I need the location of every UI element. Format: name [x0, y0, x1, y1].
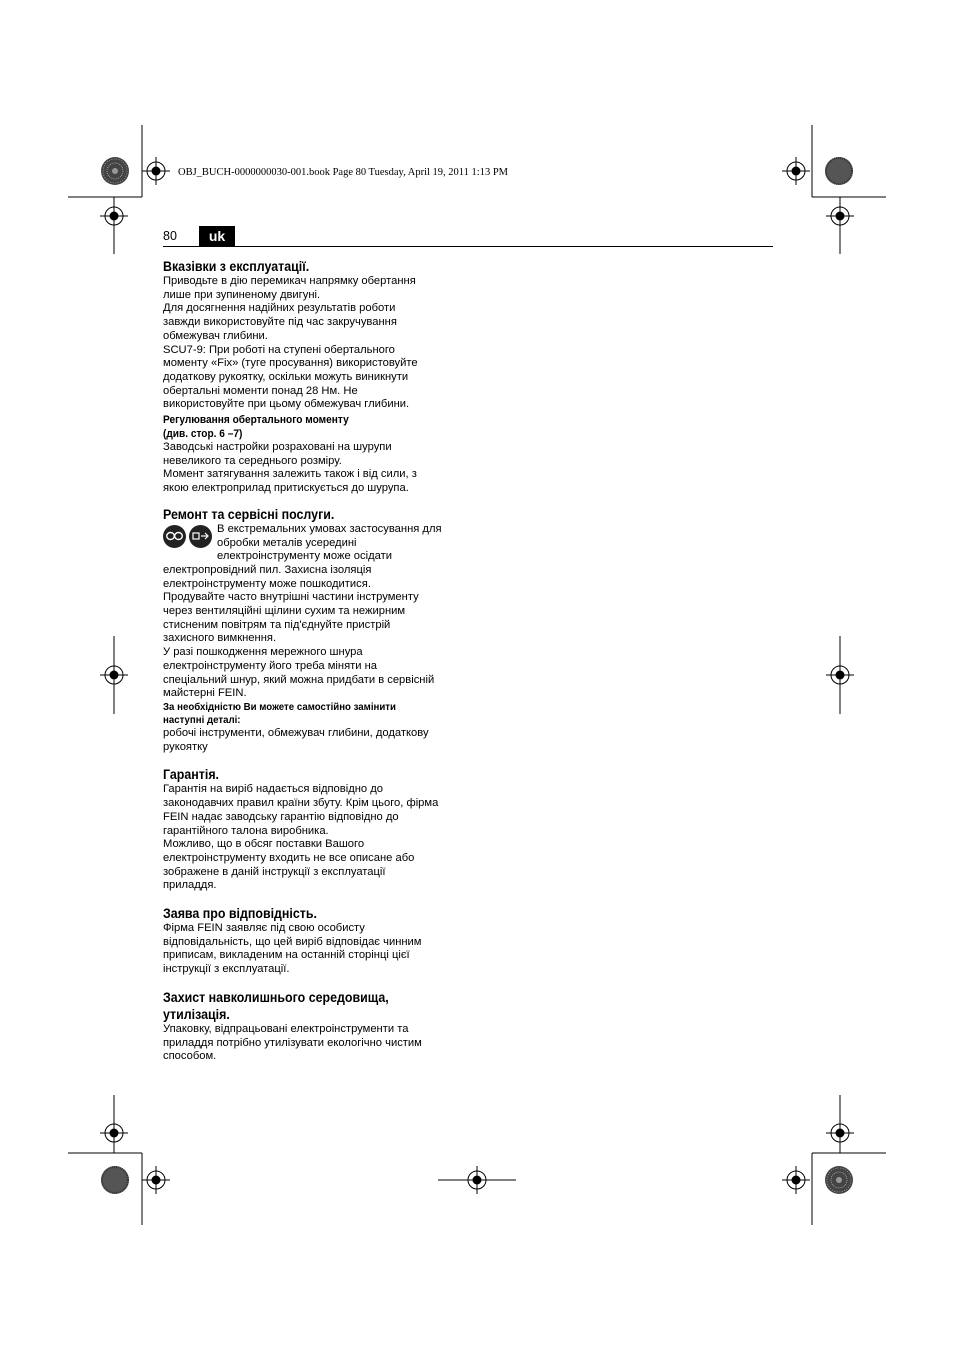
paragraph: Можливо, що в обсяг поставки Вашого електроінструменту входить не все описане або зображене в даній інструкції з експлуатації приладдя. — [163, 838, 415, 892]
paragraph: Для досягнення надійних результатів роботи завжди використовуйте під час закручування обмежувач глибини. — [163, 302, 397, 342]
section-title: Ремонт та сервісні послуги. — [163, 506, 335, 522]
goggles-icon — [163, 525, 186, 548]
language-badge: uk — [199, 226, 235, 246]
paragraph: Заводські настройки розраховані на шурупи невеликого та середнього розміру. — [163, 441, 392, 467]
paragraph: SCU7-9: При роботі на ступені обертального моменту «Fix» (туге просування) використовуйте додаткову рукоятку, оскільки можуть виникнути обертальні моменти понад 28 Нм. Не використовуйте при цьому обмежувач глибини. — [163, 343, 418, 411]
paragraph: електропровідний пил. Захисна ізоляція електроінструменту може пошкодитися. Продувайте часто внутрішні частини інструменту через вентиляційні щілини сухим та нежирним стисненим повітрям та під'єднуйте пристрій захисного вимкнення. — [163, 563, 419, 645]
section-operating-instructions — [163, 258, 463, 496]
section-conformity — [163, 905, 463, 977]
main-column — [163, 258, 463, 1064]
paragraph: В екстремальних умовах застосування для обробки металів усередині електроінструменту може осідати — [217, 522, 442, 563]
section-repair-service — [163, 506, 463, 755]
paragraph: Момент затягування залежить також і від сили, з якою електроприлад притискується до шурупа. — [163, 468, 417, 495]
section-title: Заява про відповідність. — [163, 906, 317, 922]
book-info-line: OBJ_BUCH-0000000030-001.book Page 80 Tuesday, April 19, 2011 1:13 PM — [178, 167, 508, 178]
paragraph: Гарантія на виріб надається відповідно до законодавчих правил країни збуту. Крім цього, фірма FEIN надає заводську гарантію відповідно до гарантійного талона виробника. — [163, 783, 439, 837]
paragraph: Упаковку, відпрацьовані електроінструменти та приладдя потрібно утилізувати екологічно чистим способом. — [163, 1022, 422, 1063]
page-number: 80 — [163, 229, 177, 243]
compressed-air-icon — [189, 525, 212, 548]
icon-paragraph — [163, 523, 463, 646]
subsection-title: За необхідністю Ви можете самостійно замінити наступні деталі: — [163, 700, 396, 726]
safety-icons — [163, 525, 212, 548]
paragraph: Фірма FEIN заявляє під свою особисту відповідальність, що цей виріб відповідає чинним приписам, викладеним на останній сторінці цієї інструкції з експлуатації. — [163, 922, 422, 976]
section-title: Захист навколишнього середовища, утилізація. — [163, 989, 389, 1022]
section-title: Гарантія. — [163, 767, 220, 783]
section-title: Вказівки з експлуатації. — [163, 259, 310, 274]
subsection-title: Регулювання обертального моменту (див. стор. 6 –7) — [163, 414, 349, 440]
header-rule — [163, 246, 773, 247]
section-environment — [163, 989, 463, 1064]
section-warranty — [163, 766, 463, 893]
paragraph: Приводьте в дію перемикач напрямку обертання лише при зупиненому двигуні. — [163, 275, 416, 301]
paragraph: робочі інструменти, обмежувач глибини, додаткову рукоятку — [163, 726, 429, 753]
paragraph: У разі пошкодження мережного шнура електроінструменту його треба міняти на спеціальний шнур, який можна придбати в сервісній майстерні FEIN. — [163, 646, 435, 700]
